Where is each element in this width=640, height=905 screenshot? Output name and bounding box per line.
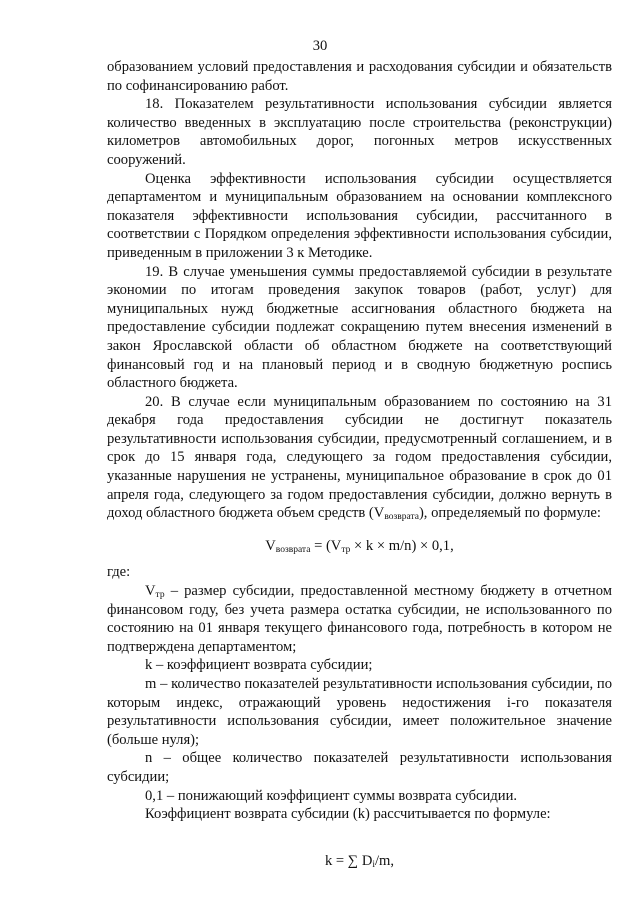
definition-m: m – количество показателей результативности использования субсидии, по которым индекс, отражающий уровень недостижения i-го показателя результативности использования субсидии, имеет положительное значение (больше нуля); [107, 676, 612, 748]
formula-k-subscript: i [372, 859, 375, 870]
formula-v: V [265, 537, 276, 554]
definition-k: k – коэффициент возврата субсидии; [145, 657, 373, 674]
formula-eq: = (V [310, 537, 342, 554]
paragraph-20-text: 20. В случае если муниципальным образованием по состоянию на 31 декабря года предоставления субсидии не достигнут показатель результативности использования субсидии, предусмотренный соглашением, и в срок до 15 января года, следующего за годом предоставления субсидии, указанные нарушения не устранены, муниципальное образование в срок до 01 апреля года, следующего за годом предоставления субсидии, должно вернуть в доход областного бюджета объем средств (V [107, 393, 612, 522]
where-label: где: [107, 564, 131, 581]
paragraph-20 [107, 393, 612, 523]
formula-rest: × k × m/n) × 0,1, [350, 537, 454, 554]
definition-vtr-symbol: V [145, 583, 156, 600]
definition-vtr-text: – размер субсидии, предоставленной местному бюджету в отчетном финансовом году, без учета размера остатка субсидии, не использованного по состоянию на 01 января текущего финансового года, потребность в котором не подтверждена департаментом; [107, 583, 612, 655]
paragraph-19: 19. В случае уменьшения суммы предоставляемой субсидии в результате экономии по итогам проведения закупок товаров (работ, услуг) для муниципальных нужд бюджетные ассигнования областного бюджета на предоставление субсидии подлежат сокращению путем внесения изменений в закон Ярославской области об областном бюджете на соответствующий финансовый год и на плановый период и в сводную бюджетную роспись областного бюджета. [107, 263, 612, 392]
formula-return-volume [107, 537, 612, 556]
paragraph-efficiency: Оценка эффективности использования субсидии осуществляется департаментом и муниципальным образованием на основании комплексного показателя эффективности использования субсидии, рассчитанного в соответствии с Порядком определения эффективности использования субсидии, приведенным в приложении 3 к Методике. [107, 170, 612, 261]
page-number: 30 [312, 38, 328, 54]
formula-k-lhs: k = ∑ D [324, 852, 373, 869]
formula-v-subscript: возврата [275, 544, 311, 555]
paragraph-continuation: образованием условий предоставления и расходования субсидии и обязательств по софинансированию работ. [107, 59, 612, 94]
definition-vtr [107, 582, 612, 656]
formula-k-rhs: /m, [375, 852, 395, 869]
document-body [107, 58, 612, 870]
definition-n: n – общее количество показателей результативности использования субсидии; [107, 750, 612, 785]
paragraph-20-subscript: возврата [384, 512, 419, 523]
formula-k [107, 852, 612, 871]
formula-tr-subscript: тр [341, 544, 351, 555]
paragraph-20-tail: ), определяемый по формуле: [418, 505, 601, 522]
definition-coefficient: 0,1 – понижающий коэффициент суммы возврата субсидии. [145, 787, 518, 804]
paragraph-18: 18. Показателем результативности использования субсидии является количество введенных в эксплуатацию после строительства (реконструкции) километров автомобильных дорог, погонных метров искусственных сооружений. [107, 96, 612, 168]
definition-vtr-subscript: тр [155, 590, 165, 601]
k-intro: Коэффициент возврата субсидии (k) рассчитывается по формуле: [145, 806, 551, 823]
